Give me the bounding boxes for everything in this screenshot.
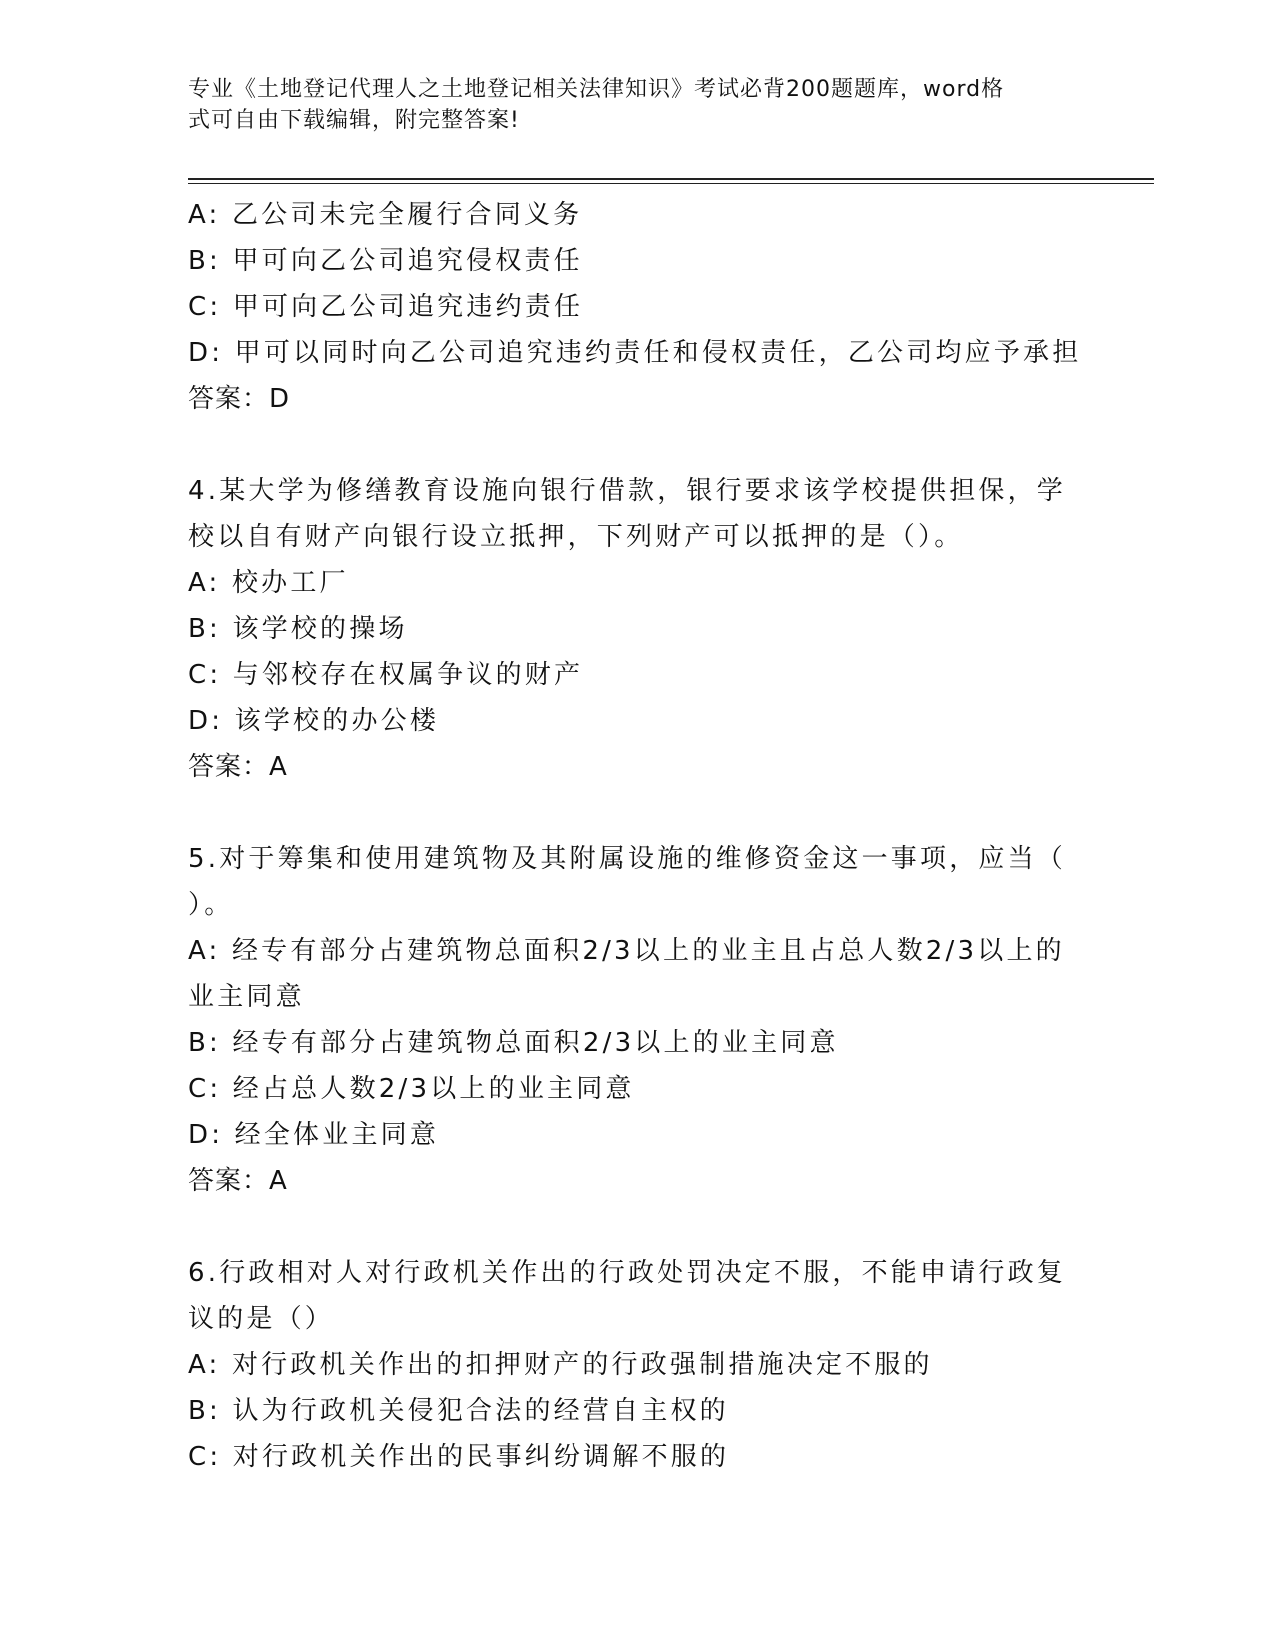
question-3 — [188, 192, 1088, 422]
option-b: B: 甲可向乙公司追究侵权责任 — [188, 246, 583, 276]
answer: 答案：D — [188, 384, 291, 414]
option-a: A: 校办工厂 — [188, 568, 349, 598]
document-header — [188, 74, 1068, 136]
answer: 答案：A — [188, 1166, 288, 1196]
option-a: A: 对行政机关作出的扣押财产的行政强制措施决定不服的 — [188, 1350, 933, 1380]
option-d: D: 该学校的办公楼 — [188, 706, 440, 736]
question-stem: 5.对于筹集和使用建筑物及其附属设施的维修资金这一事项，应当（ — [188, 844, 1067, 874]
spacer — [188, 790, 1088, 836]
option-b: B: 认为行政机关侵犯合法的经营自主权的 — [188, 1396, 729, 1426]
option-c: C: 经占总人数2/3以上的业主同意 — [188, 1074, 635, 1104]
spacer — [188, 422, 1088, 468]
header-line-1: 专业《土地登记代理人之土地登记相关法律知识》考试必背200题题库，word格 — [188, 77, 1005, 102]
answer: 答案：A — [188, 752, 288, 782]
question-stem: 4.某大学为修缮教育设施向银行借款，银行要求该学校提供担保，学 — [188, 476, 1067, 506]
option-b: B: 该学校的操场 — [188, 614, 408, 644]
option-a: A: 乙公司未完全履行合同义务 — [188, 200, 583, 230]
option-b: B: 经专有部分占建筑物总面积2/3以上的业主同意 — [188, 1028, 839, 1058]
question-list — [188, 192, 1088, 1480]
option-a: A: 经专有部分占建筑物总面积2/3以上的业主且占总人数2/3以上的 — [188, 936, 1065, 966]
question-4 — [188, 468, 1088, 790]
option-a-cont: 业主同意 — [188, 982, 305, 1012]
option-d: D: 甲可以同时向乙公司追究违约责任和侵权责任，乙公司均应予承担 — [188, 338, 1082, 368]
question-6 — [188, 1250, 1088, 1480]
header-divider-thick — [188, 178, 1154, 180]
option-c: C: 与邻校存在权属争议的财产 — [188, 660, 584, 690]
header-line-2: 式可自由下载编辑，附完整答案! — [188, 108, 520, 133]
question-stem-cont: ）。 — [188, 890, 234, 920]
question-stem: 6.行政相对人对行政机关作出的行政处罚决定不服，不能申请行政复 — [188, 1258, 1067, 1288]
spacer — [188, 1204, 1088, 1250]
question-5 — [188, 836, 1088, 1204]
header-divider-thin — [188, 183, 1154, 184]
question-stem-cont: 校以自有财产向银行设立抵押，下列财产可以抵押的是（）。 — [188, 522, 964, 552]
option-c: C: 对行政机关作出的民事纠纷调解不服的 — [188, 1442, 730, 1472]
question-stem-cont: 议的是（） — [188, 1304, 335, 1334]
option-c: C: 甲可向乙公司追究违约责任 — [188, 292, 584, 322]
option-d: D: 经全体业主同意 — [188, 1120, 440, 1150]
